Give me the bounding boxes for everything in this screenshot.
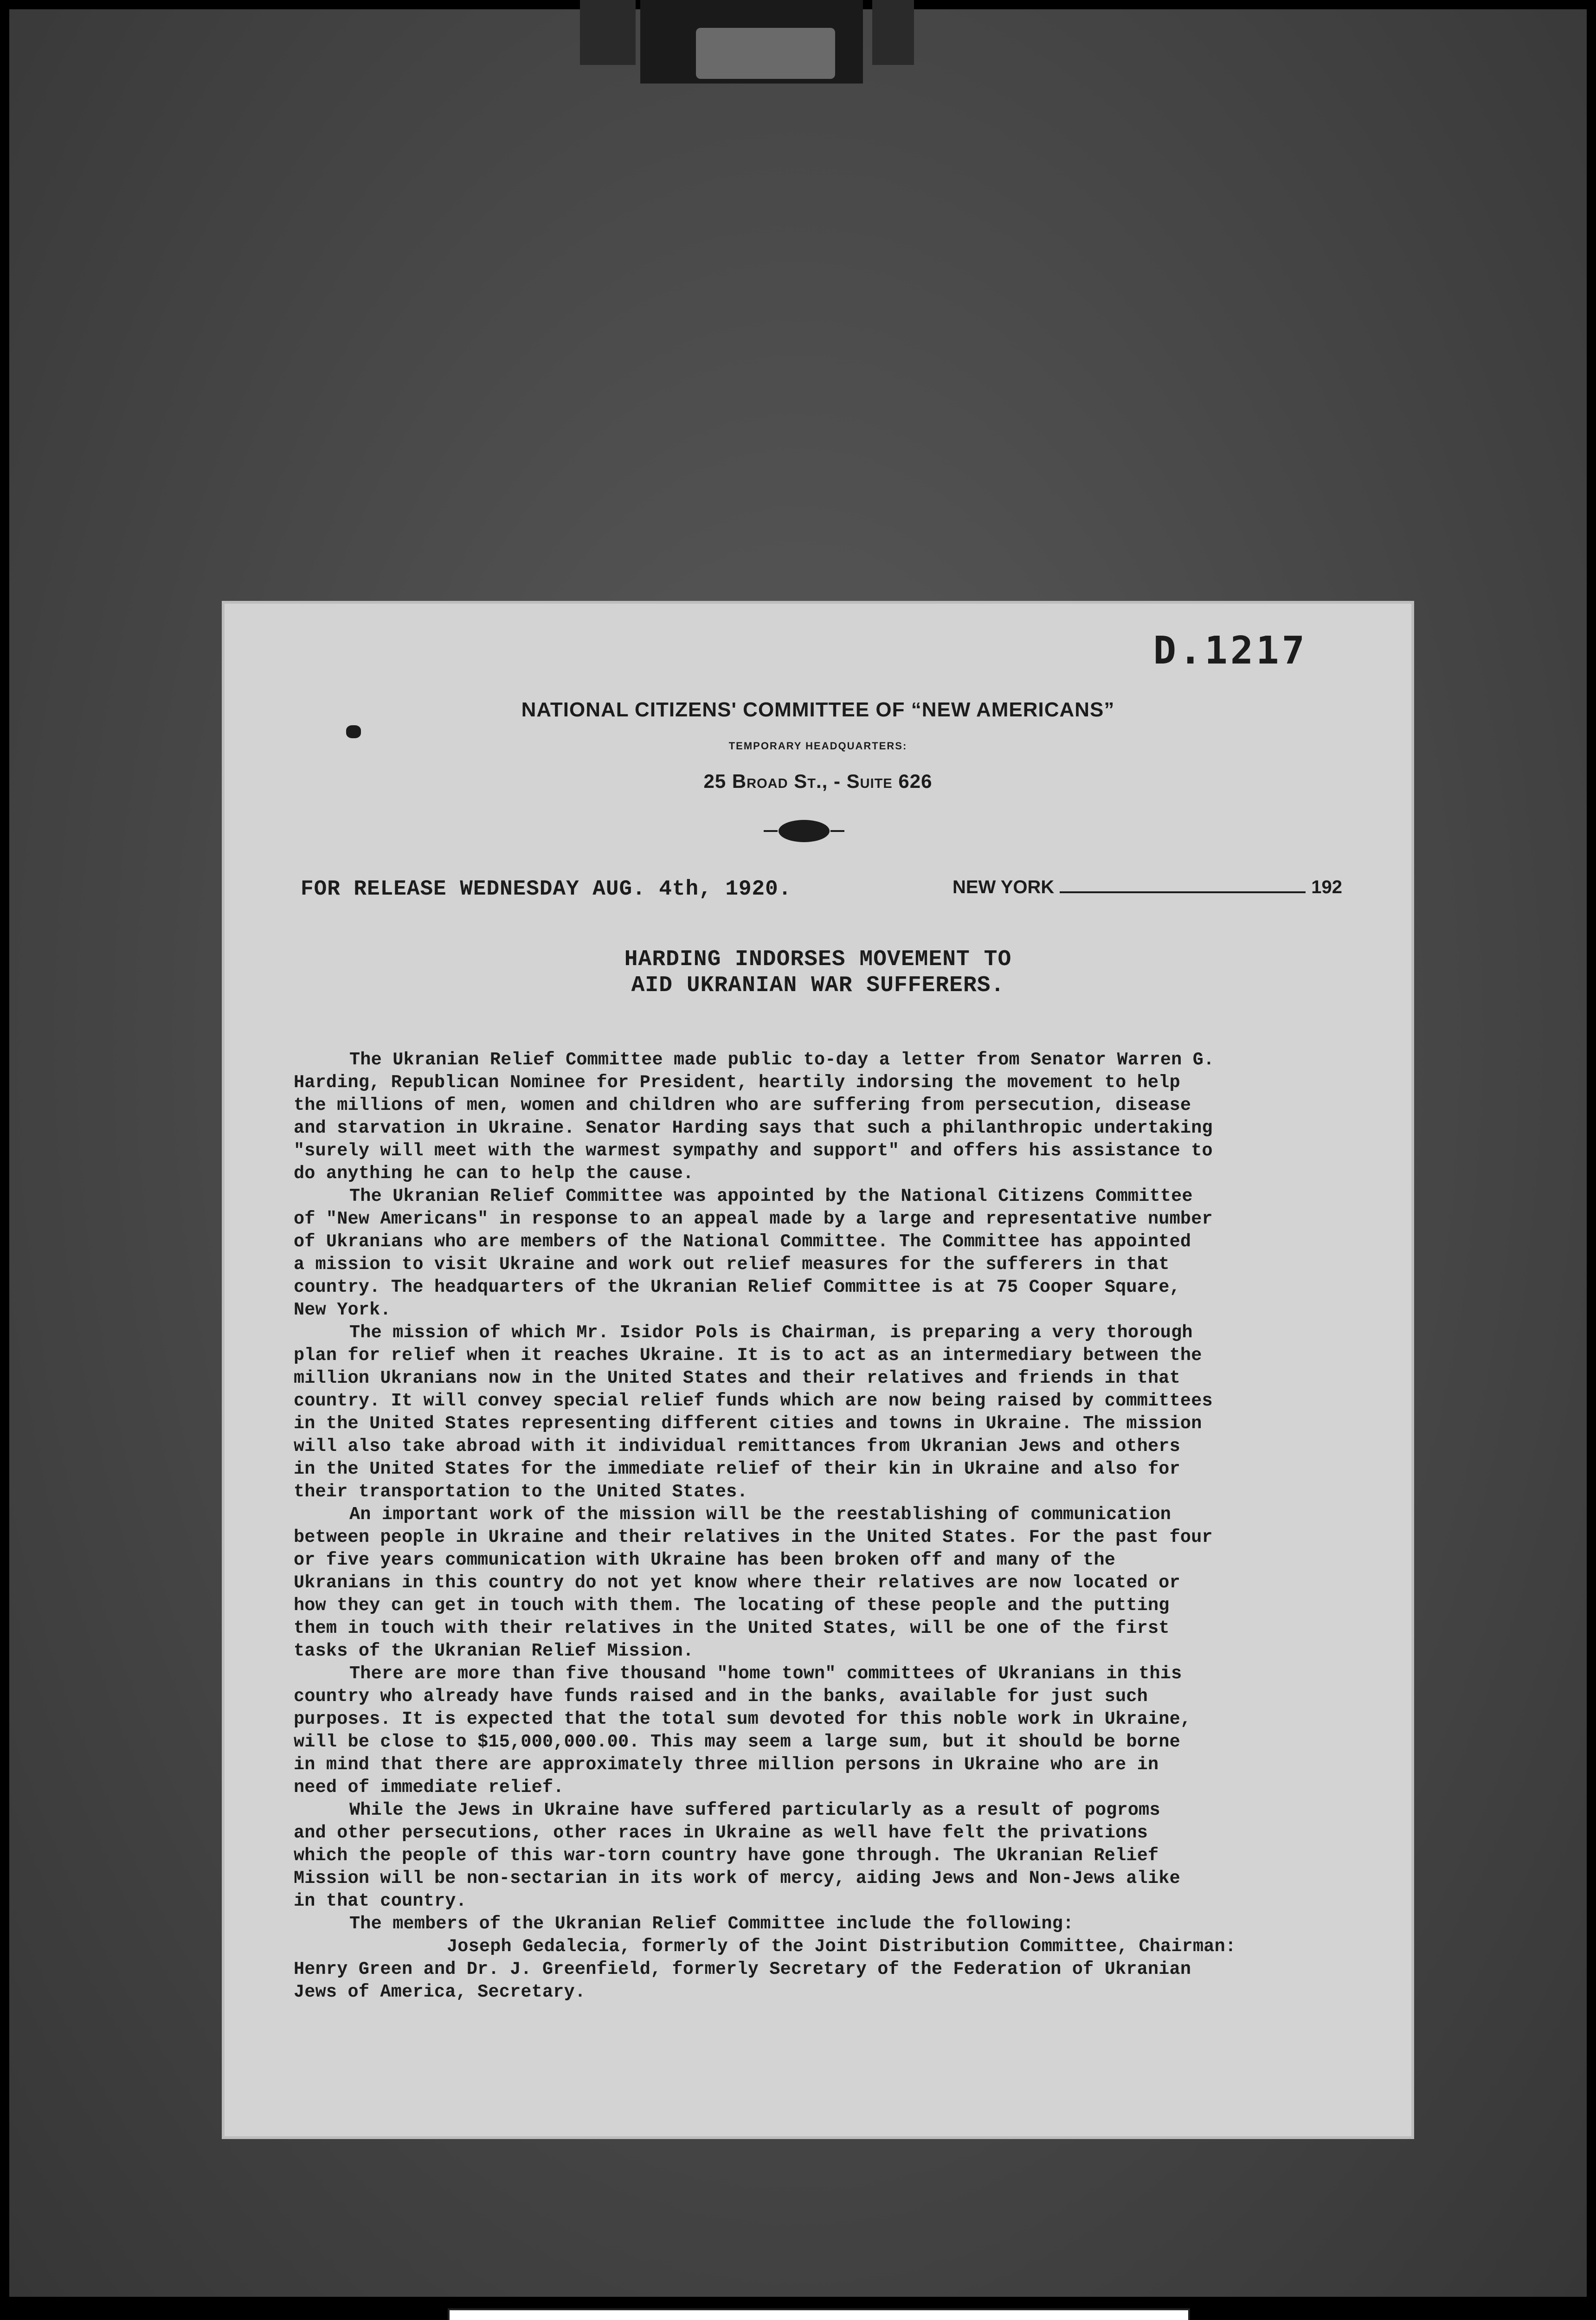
body-line: in that country. bbox=[294, 1891, 467, 1911]
body-line: purposes. It is expected that the total sum devoted for this noble work in Ukraine, bbox=[294, 1709, 1191, 1729]
body-line: of Ukranians who are members of the National Committee. The Committee has appointed bbox=[294, 1231, 1191, 1252]
body-line: country. It will convey special relief funds which are now being raised by committees bbox=[294, 1391, 1213, 1411]
body-line: and starvation in Ukraine. Senator Harding says that such a philanthropic undertaking bbox=[294, 1118, 1213, 1138]
document-id-stamp: D.1217 bbox=[1153, 629, 1307, 673]
body-line: Joseph Gedalecia, formerly of the Joint Distribution Committee, Chairman: bbox=[447, 1936, 1236, 1957]
body-line: country who already have funds raised and in the banks, available for just such bbox=[294, 1686, 1148, 1707]
headline-line: HARDING INDORSES MOVEMENT TO bbox=[624, 947, 1012, 972]
letterhead-emblem-icon bbox=[779, 820, 830, 842]
film-clip-right bbox=[872, 0, 914, 65]
body-line: which the people of this war-torn country have gone through. The Ukranian Relief bbox=[294, 1845, 1159, 1866]
body-line: how they can get in touch with them. The locating of these people and the putting bbox=[294, 1595, 1170, 1616]
dateline-place: NEW YORK bbox=[952, 877, 1055, 897]
body-line: plan for relief when it reaches Ukraine. It is to act as an intermediary between the bbox=[294, 1345, 1202, 1366]
body-line: The mission of which Mr. Isidor Pols is Chairman, is preparing a very thorough bbox=[349, 1322, 1193, 1343]
dateline-blank-line bbox=[1060, 891, 1306, 893]
article-body bbox=[294, 1049, 1356, 2004]
body-line: of "New Americans" in response to an appeal made by a large and representative number bbox=[294, 1209, 1213, 1229]
body-line: New York. bbox=[294, 1300, 391, 1320]
body-line: The Ukranian Relief Committee was appointed by the National Citizens Committee bbox=[349, 1186, 1193, 1206]
body-line: need of immediate relief. bbox=[294, 1777, 564, 1798]
body-line: a mission to visit Ukraine and work out relief measures for the sufferers in that bbox=[294, 1254, 1170, 1275]
body-line: There are more than five thousand "home town" committees of Ukranians in this bbox=[349, 1663, 1182, 1684]
release-date: FOR RELEASE WEDNESDAY AUG. 4th, 1920. bbox=[301, 877, 792, 901]
headline bbox=[222, 947, 1414, 999]
body-line: Ukranians in this country do not yet know where their relatives are now located or bbox=[294, 1572, 1180, 1593]
body-line: in mind that there are approximately three million persons in Ukraine who are in bbox=[294, 1754, 1159, 1775]
letterhead-temporary-label: TEMPORARY HEADQUARTERS: bbox=[728, 740, 907, 752]
body-line: "surely will meet with the warmest sympathy and support" and offers his assistance to bbox=[294, 1141, 1213, 1161]
body-line: The Ukranian Relief Committee made public to-day a letter from Senator Warren G. bbox=[349, 1050, 1215, 1070]
body-line: Harding, Republican Nominee for President, heartily indorsing the movement to help bbox=[294, 1072, 1180, 1093]
body-line: between people in Ukraine and their relatives in the United States. For the past four bbox=[294, 1527, 1213, 1547]
body-line: and other persecutions, other races in Ukraine as well have felt the privations bbox=[294, 1823, 1148, 1843]
body-line: The members of the Ukranian Relief Committee include the following: bbox=[349, 1914, 1074, 1934]
body-line: their transportation to the United States. bbox=[294, 1482, 748, 1502]
body-line: the millions of men, women and children who are suffering from persecution, disease bbox=[294, 1095, 1191, 1115]
archive-reference bbox=[448, 2308, 1190, 2320]
body-line: While the Jews in Ukraine have suffered particularly as a result of pogroms bbox=[349, 1800, 1160, 1820]
headline-line: AID UKRANIAN WAR SUFFERERS. bbox=[631, 973, 1005, 998]
body-line: in the United States for the immediate relief of their kin in Ukraine and also for bbox=[294, 1459, 1180, 1479]
ink-blot bbox=[346, 725, 361, 738]
press-release-page bbox=[222, 601, 1414, 2139]
body-line: or five years communication with Ukraine has been broken off and many of the bbox=[294, 1550, 1116, 1570]
body-line: do anything he can to help the cause. bbox=[294, 1163, 694, 1184]
body-line: Jews of America, Secretary. bbox=[294, 1982, 586, 2002]
letterhead-address: 25 Broad St., - Suite 626 bbox=[703, 770, 933, 792]
body-line: tasks of the Ukranian Relief Mission. bbox=[294, 1641, 694, 1661]
body-line: country. The headquarters of the Ukranian Relief Committee is at 75 Cooper Square, bbox=[294, 1277, 1180, 1297]
letterhead-organization: NATIONAL CITIZENS' COMMITTEE OF “NEW AMERICANS” bbox=[521, 698, 1115, 721]
body-line: will be close to $15,000,000.00. This may seem a large sum, but it should be borne bbox=[294, 1732, 1180, 1752]
body-line: An important work of the mission will be the reestablishing of communication bbox=[349, 1504, 1171, 1525]
dateline-year: 192 bbox=[1311, 877, 1342, 897]
body-line: in the United States representing different cities and towns in Ukraine. The mission bbox=[294, 1413, 1202, 1434]
film-clip-left bbox=[580, 0, 636, 65]
film-clip-window bbox=[696, 28, 835, 79]
body-line: million Ukranians now in the United States and their relatives and friends in that bbox=[294, 1368, 1180, 1388]
body-line: Henry Green and Dr. J. Greenfield, formerly Secretary of the Federation of Ukranian bbox=[294, 1959, 1191, 1979]
body-line: them in touch with their relatives in the United States, will be one of the first bbox=[294, 1618, 1170, 1638]
body-line: Mission will be non-sectarian in its work of mercy, aiding Jews and Non-Jews alike bbox=[294, 1868, 1180, 1888]
body-line: will also take abroad with it individual remittances from Ukranian Jews and others bbox=[294, 1436, 1180, 1456]
dateline bbox=[952, 877, 1342, 898]
